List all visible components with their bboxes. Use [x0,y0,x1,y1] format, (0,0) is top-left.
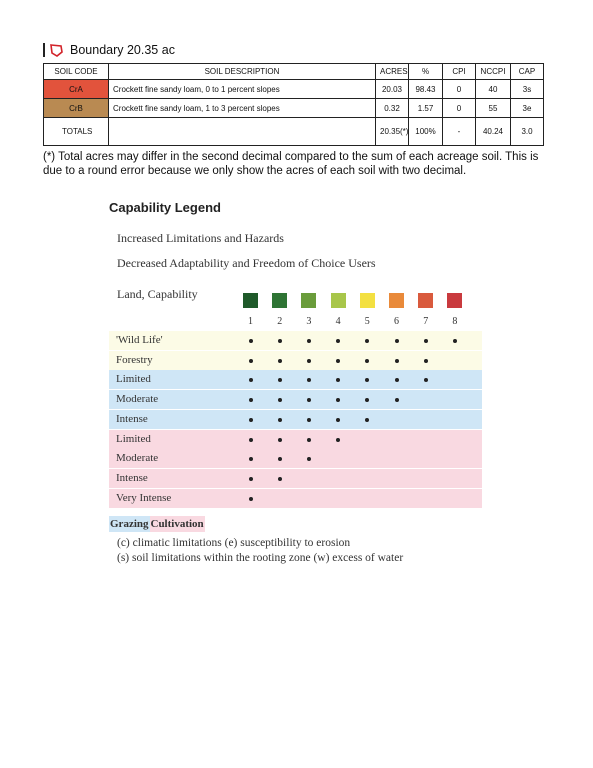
capability-dot [365,359,369,363]
class-5-swatch [360,293,375,308]
capability-dot [278,418,282,422]
class-number: 1 [248,316,253,327]
capability-dot [395,378,399,382]
totals-label: TOTALS [44,118,109,146]
capability-dot [307,378,311,382]
soil-table-header [44,64,544,80]
rounding-note: (*) Total acres may differ in the second decimal compared to the sum of each acreage soil. This is due to a round error because we only show the acres of each soil with two decimal. [43,151,539,177]
col-soil-description: SOIL DESCRIPTION [109,64,376,80]
totals-percent: 100% [409,118,443,146]
soil-table [43,63,544,146]
legend-footnote-2: (s) soil limitations within the rooting zone (w) excess of water [117,552,404,564]
legend-row-label: Limited [116,373,151,386]
capability-dot [307,398,311,402]
cap-cell: 3s [511,80,544,99]
class-8-swatch [447,293,462,308]
capability-dot [249,438,253,442]
capability-dot [336,339,340,343]
legend-row [109,430,482,449]
acres-cell: 0.32 [376,99,409,118]
totals-acres: 20.35(*) [376,118,409,146]
capability-dot [365,378,369,382]
capability-dot [336,378,340,382]
capability-dot [249,378,253,382]
capability-dot [278,438,282,442]
divider-bar [43,43,45,57]
col-cap: CAP [511,64,544,80]
capability-dot [278,477,282,481]
capability-dot [424,378,428,382]
class-6-swatch [389,293,404,308]
legend-line-adaptability: Decreased Adaptability and Freedom of Choice Users [117,256,376,270]
legend-row [109,351,482,370]
nccpi-cell: 40 [476,80,511,99]
capability-dot [395,398,399,402]
soil-description-cell: Crockett fine sandy loam, 1 to 3 percent slopes [109,99,376,118]
capability-dot [365,339,369,343]
soil-code-cell: CrB [44,99,109,118]
legend-row-label: 'Wild Life' [116,334,163,346]
legend-row [109,449,482,468]
capability-dot [307,438,311,442]
legend-footnote-1: (c) climatic limitations (e) susceptibility to erosion [117,537,351,549]
capability-dot [336,398,340,402]
boundary-polygon-icon [50,44,63,57]
class-number: 7 [423,316,429,327]
acres-cell: 20.03 [376,80,409,99]
legend-row [109,331,482,350]
capability-dot [424,359,428,363]
capability-dot [307,457,311,461]
capability-dot [336,438,340,442]
totals-cap: 3.0 [511,118,544,146]
capability-dot [249,359,253,363]
capability-dot [249,477,253,481]
col-nccpi: NCCPI [476,64,511,80]
capability-dot [336,418,340,422]
class-4-swatch [331,293,346,308]
capability-legend-title-wrap [109,200,482,215]
cpi-cell: 0 [443,80,476,99]
totals-description-cell [109,118,376,146]
legend-line-limitations: Increased Limitations and Hazards [117,231,284,245]
legend-line-land-capability: Land, Capability [117,287,198,301]
capability-dot [278,339,282,343]
table-row [44,99,544,118]
col-soil-code: SOIL CODE [44,64,109,80]
totals-row [44,118,544,146]
boundary-label: Boundary 20.35 ac [70,43,175,57]
capability-dot [249,457,253,461]
legend-keys [109,516,205,532]
soil-code-cell: CrA [44,80,109,99]
capability-dot [307,339,311,343]
cap-cell: 3e [511,99,544,118]
legend-row [109,390,482,409]
col-cpi: CPI [443,64,476,80]
capability-dot [336,359,340,363]
legend-row-label: Moderate [116,452,159,465]
class-number: 2 [277,316,283,327]
capability-dot [395,359,399,363]
legend-row-label: Forestry [116,353,153,366]
legend-row [109,489,482,508]
nccpi-cell: 55 [476,99,511,118]
capability-dot [395,339,399,343]
legend-row-label: Moderate [116,393,159,406]
class-number: 3 [306,316,312,327]
totals-nccpi: 40.24 [476,118,511,146]
legend-row-label: Very Intense [116,491,172,504]
capability-dot [278,398,282,402]
boundary-header [43,41,175,59]
legend-row-label: Limited [116,432,151,445]
capability-dot [278,457,282,461]
grazing-key: Grazing [110,518,149,530]
percent-cell: 98.43 [409,80,443,99]
class-2-swatch [272,293,287,308]
capability-dot [278,359,282,363]
capability-dot [249,497,253,501]
capability-dot [365,418,369,422]
capability-dot [453,339,457,343]
legend-row [109,469,482,488]
capability-dot [307,418,311,422]
legend-row [109,410,482,429]
capability-dot [249,418,253,422]
legend-title: Capability Legend [109,200,221,215]
class-number: 4 [335,316,341,327]
class-number: 6 [394,316,399,327]
legend-row-label: Intense [116,471,148,484]
col-acres: ACRES [376,64,409,80]
capability-dot [365,398,369,402]
col-percent: % [409,64,443,80]
soil-description-cell: Crockett fine sandy loam, 0 to 1 percent slopes [109,80,376,99]
capability-dot [424,339,428,343]
capability-dot [249,398,253,402]
legend-row-label: Intense [116,412,148,425]
cpi-cell: 0 [443,99,476,118]
capability-dot [278,378,282,382]
class-number: 5 [364,316,370,327]
percent-cell: 1.57 [409,99,443,118]
cultivation-key: Cultivation [150,518,204,530]
table-row [44,80,544,99]
legend-row [109,370,482,389]
totals-cpi: - [443,118,476,146]
capability-dot [307,359,311,363]
class-3-swatch [301,293,316,308]
class-7-swatch [418,293,433,308]
class-number: 8 [452,316,458,327]
class-1-swatch [243,293,258,308]
capability-dot [249,339,253,343]
